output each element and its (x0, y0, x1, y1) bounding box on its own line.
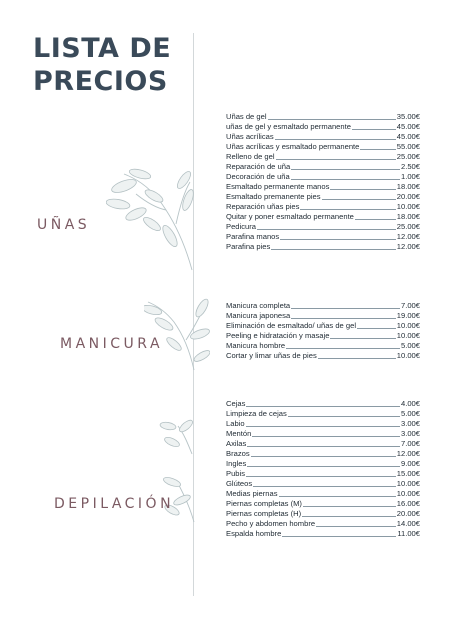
service-name: Limpieza de cejas (226, 409, 287, 418)
dotted-leader (251, 456, 396, 457)
dotted-leader (352, 129, 396, 130)
dotted-leader (291, 318, 396, 319)
dotted-leader (268, 119, 396, 120)
price-row (226, 331, 420, 341)
service-price: 16.00€ (396, 499, 420, 508)
price-row (226, 351, 420, 361)
dotted-leader (279, 496, 396, 497)
price-row (226, 341, 420, 351)
service-name: Pedicura (226, 222, 256, 231)
service-price: 10.00€ (396, 351, 420, 360)
dotted-leader (247, 446, 400, 447)
price-list-manicura (226, 301, 420, 361)
price-row (226, 162, 420, 172)
dotted-leader (291, 179, 400, 180)
service-name: Quitar y poner esmaltado permanente (226, 212, 354, 221)
service-name: Pecho y abdomen hombre (226, 519, 316, 528)
dotted-leader (276, 159, 396, 160)
section-label-depilacion: DEPILACIÓN (54, 496, 175, 512)
service-price: 20.00€ (396, 192, 420, 201)
service-name: Labio (226, 419, 245, 428)
dotted-leader (246, 476, 396, 477)
service-price: 12.00€ (396, 449, 420, 458)
service-price: 10.00€ (396, 202, 420, 211)
service-price: 12.00€ (396, 232, 420, 241)
dotted-leader (247, 466, 400, 467)
dotted-leader (318, 358, 396, 359)
dotted-leader (286, 348, 400, 349)
service-price: 12.00€ (396, 242, 420, 251)
price-list-depilacion (226, 399, 420, 539)
service-price: 15.00€ (396, 469, 420, 478)
dotted-leader (357, 328, 396, 329)
dotted-leader (360, 149, 395, 150)
price-row (226, 509, 420, 519)
price-row (226, 212, 420, 222)
service-price: 19.00€ (396, 311, 420, 320)
price-row (226, 311, 420, 321)
price-row (226, 122, 420, 132)
service-name: Cejas (226, 399, 246, 408)
service-name: Glúteos (226, 479, 253, 488)
price-row (226, 301, 420, 311)
price-row (226, 142, 420, 152)
service-name: Manicura japonesa (226, 311, 291, 320)
dotted-leader (355, 219, 396, 220)
service-name: Manicura hombre (226, 341, 286, 350)
service-price: 25.00€ (396, 222, 420, 231)
service-name: Espalda hombre (226, 529, 282, 538)
dotted-leader (253, 486, 396, 487)
service-price: 18.00€ (396, 182, 420, 191)
service-name: Manicura completa (226, 301, 291, 310)
dotted-leader (322, 199, 396, 200)
price-row (226, 172, 420, 182)
price-row (226, 182, 420, 192)
service-name: Mentón (226, 429, 252, 438)
dotted-leader (288, 416, 400, 417)
service-name: Esmaltado permanente manos (226, 182, 330, 191)
dotted-leader (291, 308, 400, 309)
service-name: Axilas (226, 439, 247, 448)
service-name: Decoración de uña (226, 172, 290, 181)
service-price: 45.00€ (396, 122, 420, 131)
service-price: 3.00€ (400, 429, 420, 438)
service-price: 18.00€ (396, 212, 420, 221)
service-price: 10.00€ (396, 321, 420, 330)
service-price: 1.00€ (400, 172, 420, 181)
service-price: 5.00€ (400, 409, 420, 418)
dotted-leader (257, 229, 396, 230)
price-row (226, 489, 420, 499)
service-name: uñas de gel y esmaltado permanente (226, 122, 351, 131)
service-price: 10.00€ (396, 331, 420, 340)
service-price: 35.00€ (396, 112, 420, 121)
leaf-branch-icon (158, 416, 198, 456)
service-price: 25.00€ (396, 152, 420, 161)
service-price: 20.00€ (396, 509, 420, 518)
price-row (226, 112, 420, 122)
price-row (226, 449, 420, 459)
price-row (226, 479, 420, 489)
service-price: 4.00€ (400, 399, 420, 408)
service-name: Pubis (226, 469, 245, 478)
price-row (226, 192, 420, 202)
service-name: Relleno de gel (226, 152, 275, 161)
leaf-branch-icon (106, 166, 198, 272)
service-name: Piernas completas (H) (226, 509, 302, 518)
service-name: Ingles (226, 459, 247, 468)
service-name: Cortar y limar uñas de pies (226, 351, 317, 360)
price-row (226, 242, 420, 252)
dotted-leader (330, 338, 395, 339)
service-price: 10.00€ (396, 489, 420, 498)
service-price: 11.00€ (397, 529, 420, 538)
service-name: Uñas de gel (226, 112, 267, 121)
service-name: Esmaltado premanente pies (226, 192, 321, 201)
price-row (226, 429, 420, 439)
price-row (226, 321, 420, 331)
service-price: 9.00€ (400, 459, 420, 468)
section-label-unas: UÑAS (37, 217, 91, 233)
price-list-unas (226, 112, 420, 252)
price-row (226, 222, 420, 232)
dotted-leader (280, 239, 396, 240)
dotted-leader (330, 189, 395, 190)
price-row (226, 439, 420, 449)
price-row (226, 529, 420, 539)
price-row (226, 152, 420, 162)
service-price: 14.00€ (396, 519, 420, 528)
service-price: 5.00€ (400, 341, 420, 350)
service-price: 3.00€ (400, 419, 420, 428)
service-name: Uñas acrílicas (226, 132, 274, 141)
price-row (226, 202, 420, 212)
price-row (226, 232, 420, 242)
service-name: Parafina manos (226, 232, 280, 241)
price-row (226, 499, 420, 509)
dotted-leader (300, 209, 395, 210)
service-name: Eliminación de esmaltado/ uñas de gel (226, 321, 357, 330)
service-price: 10.00€ (396, 479, 420, 488)
dotted-leader (275, 139, 396, 140)
service-price: 7.00€ (400, 439, 420, 448)
price-row (226, 469, 420, 479)
price-row (226, 399, 420, 409)
price-row (226, 419, 420, 429)
service-name: Parafina pies (226, 242, 271, 251)
dotted-leader (316, 526, 396, 527)
price-row (226, 409, 420, 419)
service-name: Reparación de uña (226, 162, 291, 171)
dotted-leader (271, 249, 395, 250)
service-name: Uñas acrílicas y esmaltado permanente (226, 142, 360, 151)
leaf-branch-icon (144, 294, 210, 372)
service-name: Peeling e hidratación y masaje (226, 331, 330, 340)
service-name: Medias piernas (226, 489, 278, 498)
dotted-leader (246, 406, 400, 407)
service-name: Reparación uñas pies (226, 202, 300, 211)
price-row (226, 519, 420, 529)
section-label-manicura: MANICURA (60, 336, 164, 352)
service-price: 2.50€ (400, 162, 420, 171)
price-row (226, 132, 420, 142)
dotted-leader (303, 506, 396, 507)
dotted-leader (246, 426, 400, 427)
page-title: LISTA DE PRECIOS (33, 33, 172, 97)
service-price: 7.00€ (400, 301, 420, 310)
price-row (226, 459, 420, 469)
dotted-leader (252, 436, 400, 437)
service-name: Brazos (226, 449, 250, 458)
service-price: 45.00€ (396, 132, 420, 141)
dotted-leader (282, 536, 396, 537)
service-price: 55.00€ (396, 142, 420, 151)
dotted-leader (302, 516, 396, 517)
service-name: Piernas completas (M) (226, 499, 302, 508)
dotted-leader (291, 169, 400, 170)
